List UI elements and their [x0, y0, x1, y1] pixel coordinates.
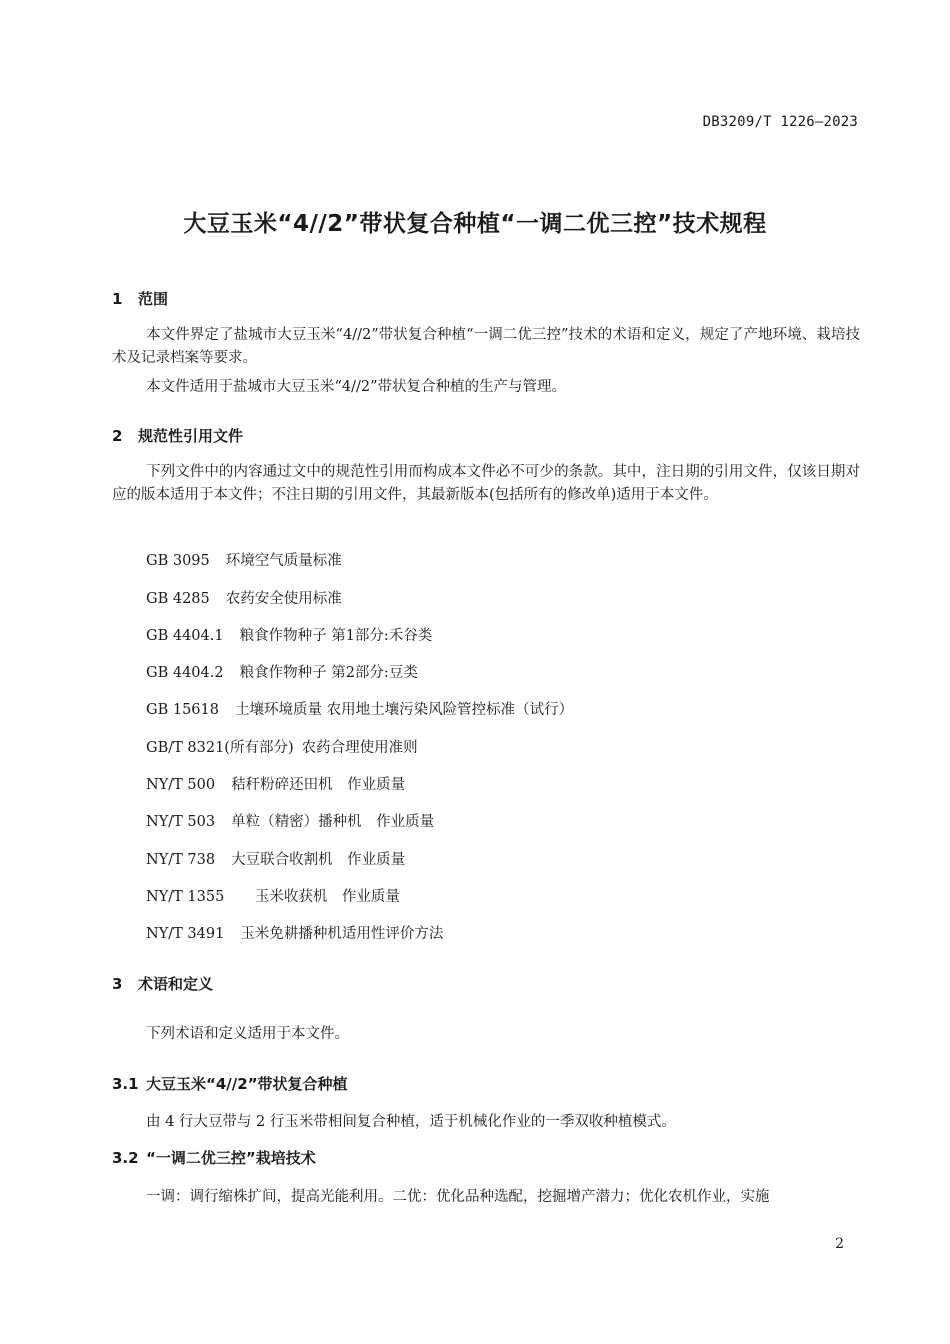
section-number: 2	[112, 427, 123, 445]
subsection-3-1-heading	[112, 1073, 348, 1094]
section-number: 1	[112, 290, 123, 308]
section-title: 术语和定义	[138, 975, 214, 993]
document-title: 大豆玉米“4//2”带状复合种植“一调二优三控”技术规程	[183, 211, 767, 237]
section-3-heading	[112, 973, 213, 994]
reference-item: NY/T 3491 玉米免耕播种机适用性评价方法	[146, 926, 444, 942]
paragraph-text: 下列文件中的内容通过文中的规范性引用而构成本文件必不可少的条款。其中，注日期的引用文件，仅该日期对应的版本适用于本文件；不注日期的引用文件，其最新版本(包括所有的修改单)适用于本文件。	[112, 464, 860, 503]
subsection-number: 3.2	[112, 1149, 139, 1167]
reference-item: GB 4285 农药安全使用标准	[146, 591, 342, 607]
subsection-3-1-text: 由 4 行大豆带与 2 行玉米带相间复合种植，适于机械化作业的一季双收种植模式。	[146, 1114, 676, 1130]
reference-item: GB 4404.2 粮食作物种子 第2部分:豆类	[146, 665, 418, 681]
section-2-intro	[112, 461, 860, 507]
subsection-title: “一调二优三控”栽培技术	[146, 1149, 316, 1167]
subsection-3-2-heading	[112, 1147, 316, 1168]
reference-item: NY/T 500 秸秆粉碎还田机 作业质量	[146, 777, 406, 793]
paragraph-text: 本文件界定了盐城市大豆玉米“4//2”带状复合种植“一调二优三控”技术的术语和定义，规定了产地环境、栽培技术及记录档案等要求。	[112, 327, 860, 366]
section-1-paragraph-2: 本文件适用于盐城市大豆玉米“4//2”带状复合种植的生产与管理。	[146, 379, 567, 395]
reference-item: NY/T 738 大豆联合收割机 作业质量	[146, 852, 406, 868]
subsection-3-2-text: 一调：调行缩株扩间，提高光能利用。二优：优化品种选配，挖掘增产潜力；优化农机作业，实施	[146, 1189, 770, 1205]
section-2-heading	[112, 425, 243, 446]
page-number: 2	[835, 1236, 844, 1252]
document-code: DB3209/T 1226—2023	[702, 114, 858, 130]
section-title: 范围	[138, 290, 169, 308]
section-1-paragraph-1	[112, 324, 860, 370]
section-1-heading	[112, 288, 168, 309]
reference-item: NY/T 1355 玉米收获机 作业质量	[146, 889, 400, 905]
section-number: 3	[112, 975, 123, 993]
section-title: 规范性引用文件	[138, 427, 244, 445]
section-3-intro: 下列术语和定义适用于本文件。	[146, 1026, 349, 1042]
reference-item: GB 3095 环境空气质量标准	[146, 553, 342, 569]
subsection-number: 3.1	[112, 1075, 139, 1093]
reference-item: NY/T 503 单粒（精密）播种机 作业质量	[146, 814, 435, 830]
reference-item: GB/T 8321(所有部分) 农药合理使用准则	[146, 740, 418, 756]
reference-item: GB 15618 土壤环境质量 农用地土壤污染风险管控标准（试行）	[146, 702, 574, 718]
reference-item: GB 4404.1 粮食作物种子 第1部分:禾谷类	[146, 628, 433, 644]
subsection-title: 大豆玉米“4//2”带状复合种植	[146, 1075, 348, 1093]
